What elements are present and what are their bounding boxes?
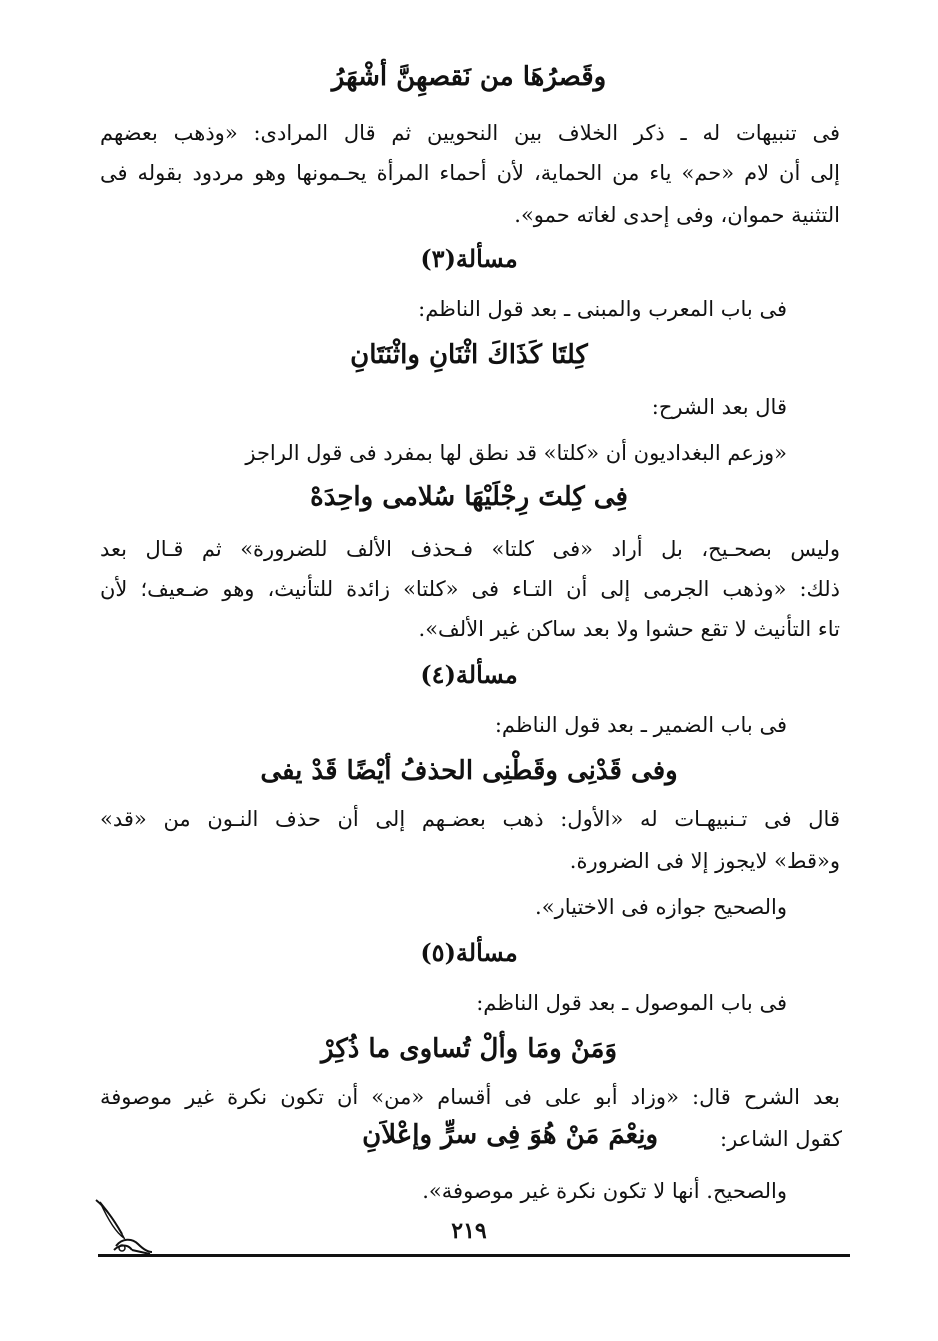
poet-label: كقول الشاعر:	[720, 1127, 842, 1151]
footer-rule	[98, 1254, 850, 1257]
paragraph-line: وليس بصحـيح، بل أراد «فى كلتا» فـحذف الألف للضرورة» ثم قـال بعد	[100, 537, 840, 561]
paragraph-line: تاء التأنيث لا تقع حشوا ولا بعد ساكن غير الألف».	[418, 617, 840, 641]
section-intro: فى باب الضمير ـ بعد قول الناظم:	[494, 713, 787, 737]
title-verse: وقَصرُهَا من نَقصهِنَّ أشْهَرُ	[331, 62, 607, 92]
paragraph-line: التثنية حموان، وفى إحدى لغاته حمو».	[514, 203, 840, 227]
paragraph-line: ذلك: «وذهب الجرمى إلى أن التـاء فى «كلتا» زائدة للتأنيث، وهو ضـعيف؛ لأن	[100, 577, 840, 601]
section-heading-4: مسألة(٤)	[420, 660, 518, 689]
poem-verse: وَمَنْ ومَا وألْ تُساوى ما ذُكِرْ	[320, 1034, 618, 1064]
page-number: ٢١٩	[451, 1218, 487, 1244]
poem-verse: كِلتَا كَذَاكَ اثْنَانِ واثْنَتَانِ	[350, 340, 588, 370]
paragraph-line: قال بعد الشرح:	[651, 395, 787, 419]
paragraph-line: «وزعم البغداديون أن «كلتا» قد نطق لها بمفرد فى قول الراجز	[245, 441, 787, 465]
section-intro: فى باب المعرب والمبنى ـ بعد قول الناظم:	[418, 297, 787, 321]
poem-verse: فِى كِلتَ رِجْلَيْهَا سُلامى واحِدَهْ	[310, 482, 628, 512]
paragraph-line: والصحيح. أنها لا تكون نكرة غير موصوفة».	[422, 1179, 787, 1203]
section-heading-5: مسألة(٥)	[420, 938, 518, 967]
paragraph-line: بعد الشرح قال: «وزاد أبو على فى أقسام «من» أن تكون نكرة غير موصوفة	[100, 1085, 840, 1109]
paragraph-line: قال فى تـنبيهـات له «الأول: ذهب بعضـهم إلى أن حذف النـون من «قد»	[100, 807, 840, 831]
poem-verse: وفى قَدْنِى وقَطْنِى الحذفُ أيْضًا قَدْ يفى	[260, 756, 678, 786]
section-heading-3: مسألة(٣)	[420, 244, 518, 273]
paragraph-line: فى تنبيهات له ـ ذكر الخلاف بين النحويين ثم قال المرادى: «وذهب بعضهم	[100, 121, 840, 145]
paragraph-line: إلى أن لام «حم» ياء من الحماية، لأن أحماء المرأة يحـمونها وهو مردود بقوله فى	[100, 161, 840, 185]
section-intro: فى باب الموصول ـ بعد قول الناظم:	[476, 991, 787, 1015]
paragraph-line: و«قط» لايجوز إلا فى الضرورة.	[569, 849, 840, 873]
paragraph-line: والصحيح جوازه فى الاختيار».	[535, 895, 787, 919]
poem-verse: ونِعْمَ مَنْ هُوَ فِى سرٍّ وإعْلاَنِ	[362, 1120, 658, 1150]
